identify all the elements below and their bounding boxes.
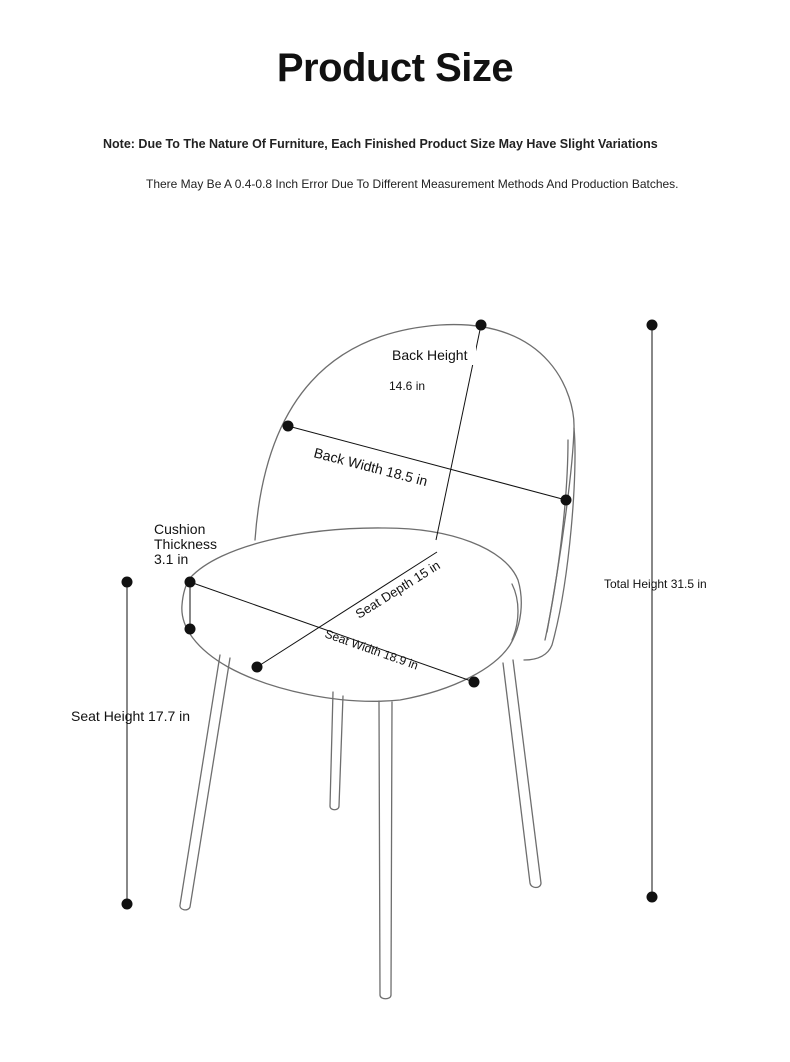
cushion-label-line3: 3.1 in: [154, 551, 189, 567]
back-height-label: Back Height: [392, 347, 468, 363]
cushion-bottom-dot: [185, 624, 196, 635]
seat-width-right-dot: [469, 677, 480, 688]
total-height-label: Total Height 31.5 in: [604, 577, 707, 591]
back-width-left-dot: [283, 421, 294, 432]
note-variation: Note: Due To The Nature Of Furniture, Each Finished Product Size May Have Slight Variations: [103, 137, 658, 151]
back-width-right-dot: [561, 495, 572, 506]
total-height-top-dot: [647, 320, 658, 331]
chair-illustration: [180, 325, 575, 999]
cushion-label-line1: Cushion: [154, 521, 206, 537]
seat-width-label: Seat Width 18.9 in: [322, 626, 421, 673]
back-height-top-dot: [476, 320, 487, 331]
back-width-label: Back Width 18.5 in: [312, 444, 430, 490]
page-title: Product Size: [276, 46, 514, 90]
seat-height-top-dot: [122, 577, 133, 588]
seat-height-bottom-dot: [122, 899, 133, 910]
seat-depth-front-dot: [252, 662, 263, 673]
total-height-bottom-dot: [647, 892, 658, 903]
back-height-value: 14.6 in: [389, 379, 426, 393]
note-error: There May Be A 0.4-0.8 Inch Error Due To Different Measurement Methods And Production Batches.: [146, 177, 679, 191]
cushion-top-dot: [185, 577, 196, 588]
seat-depth-label: Seat Depth 15 in: [352, 557, 443, 622]
cushion-label-line2: Thickness: [154, 536, 218, 552]
seat-depth-line: [257, 552, 437, 667]
measurement-dots: [122, 320, 658, 910]
seat-height-label: Seat Height 17.7 in: [71, 708, 191, 724]
